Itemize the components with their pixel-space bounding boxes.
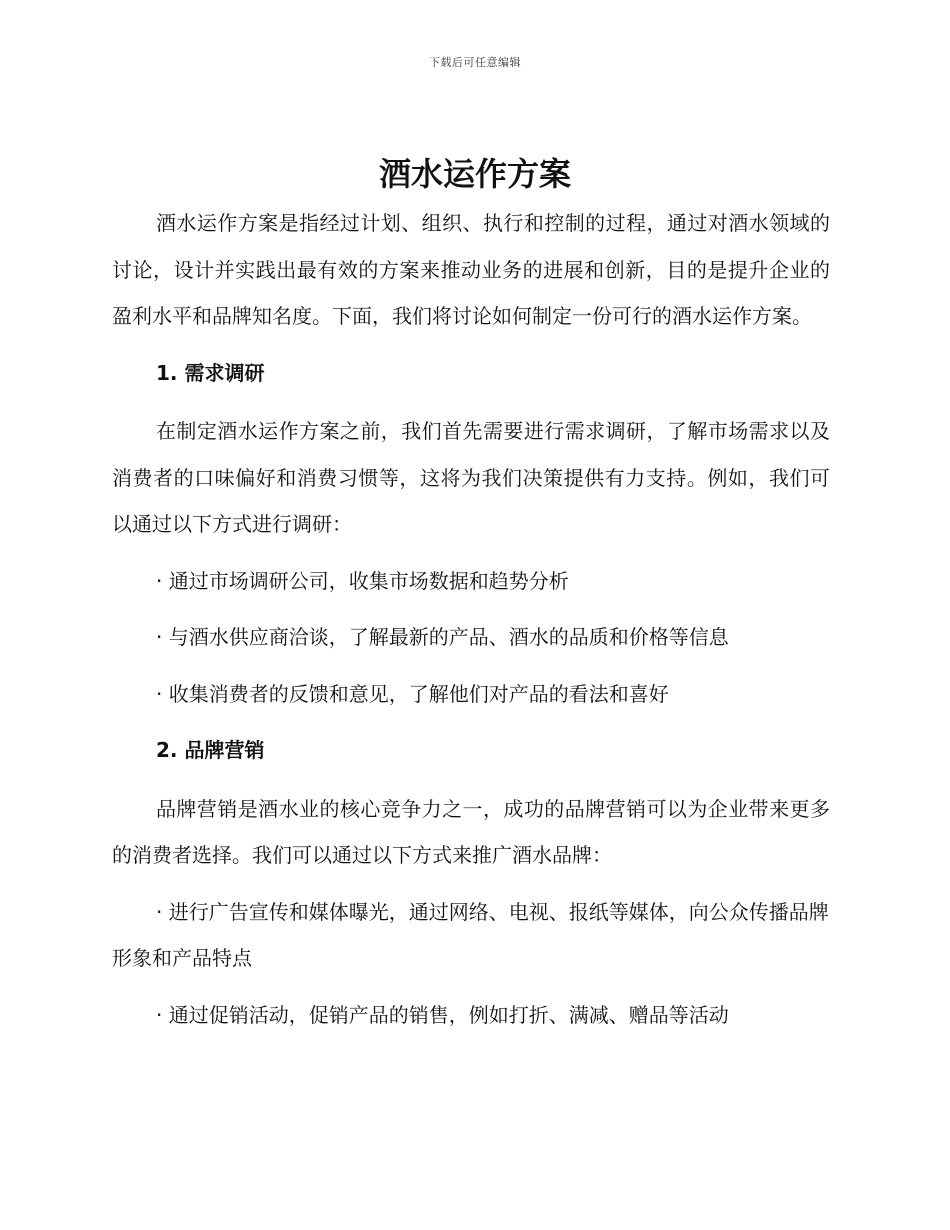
document-body [112, 200, 830, 1038]
list-item: · 通过市场调研公司，收集市场数据和趋势分析 [156, 568, 569, 593]
intro-paragraph: 酒水运作方案是指经过计划、组织、执行和控制的过程，通过对酒水领域的讨论，设计并实践出最有效的方案来推动业务的进展和创新，目的是提升企业的盈利水平和品牌知名度。下面，我们将讨论如何制定一份可行的酒水运作方案。 [112, 211, 830, 328]
section-paragraph-research: 在制定酒水运作方案之前，我们首先需要进行需求调研，了解市场需求以及消费者的口味偏好和消费习惯等，这将为我们决策提供有力支持。例如，我们可以通过以下方式进行调研： [112, 419, 830, 536]
document-title: 酒水运作方案 [378, 155, 571, 193]
list-item: · 与酒水供应商洽谈，了解最新的产品、酒水的品质和价格等信息 [156, 625, 729, 649]
header-note: 下载后可任意编辑 [429, 56, 521, 69]
section-heading-research: 1. 需求调研 [156, 360, 265, 385]
list-item: · 通过促销活动，促销产品的销售，例如打折、满减、赠品等活动 [156, 1002, 729, 1027]
list-item: · 进行广告宣传和媒体曝光，通过网络、电视、报纸等媒体，向公众传播品牌形象和产品特点 [112, 899, 829, 970]
section-heading-branding: 2. 品牌营销 [156, 738, 265, 762]
list-item: · 收集消费者的反馈和意见，了解他们对产品的看法和喜好 [156, 681, 669, 706]
section-paragraph-branding: 品牌营销是酒水业的核心竞争力之一，成功的品牌营销可以为企业带来更多的消费者选择。我们可以通过以下方式来推广酒水品牌： [112, 796, 830, 867]
